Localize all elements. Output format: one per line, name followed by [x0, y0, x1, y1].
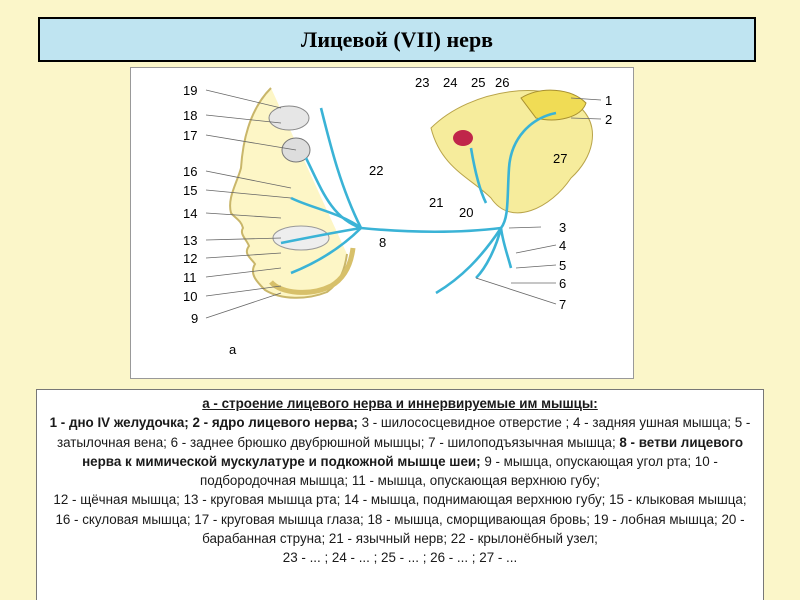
label-20: 20: [459, 205, 474, 220]
label-12: 12: [183, 251, 198, 266]
label-23: 23: [415, 75, 430, 90]
caption-box: [36, 389, 764, 600]
caption-text-1: 3 - шилососцевидное отверстие ; 4 - задняя ушная мышца; 5 - затылочная вена; 6 - заднее брюшко двубрюшной мышцы; 7 - шилоподъязычная мышца;: [56, 415, 751, 450]
caption-paragraph-1: [45, 413, 755, 490]
label-15: 15: [183, 183, 198, 198]
label-9: 9: [191, 311, 199, 326]
label-25: 25: [471, 75, 486, 90]
ganglion: [453, 130, 473, 146]
label-4: 4: [559, 238, 567, 253]
caption-bold-1: 1 - дно IV желудочка; 2 - ядро лицевого нерва;: [49, 415, 358, 431]
label-18: 18: [183, 108, 198, 123]
caption-paragraph-3: 23 - ... ; 24 - ... ; 25 - ... ; 26 - ... ; 27 - ...: [282, 550, 518, 566]
label-8: 8: [379, 235, 387, 250]
label-22: 22: [369, 163, 384, 178]
label-7: 7: [559, 297, 567, 312]
label-5: 5: [559, 258, 567, 273]
label-6: 6: [559, 276, 567, 291]
label-19: 19: [183, 83, 198, 98]
label-17: 17: [183, 128, 198, 143]
caption-heading: а - строение лицевого нерва и иннервируемые им мышцы:: [202, 396, 598, 411]
label-13: 13: [183, 233, 198, 248]
label-11: 11: [183, 270, 197, 285]
label-2: 2: [605, 112, 613, 127]
label-27: 27: [553, 151, 568, 166]
label-24: 24: [443, 75, 458, 90]
forehead-muscle: [269, 106, 309, 130]
label-1: 1: [605, 93, 613, 108]
label-14: 14: [183, 206, 198, 221]
label-10: 10: [183, 289, 198, 304]
caption-paragraph-2: 12 - щёчная мышца; 13 - круговая мышца рта; 14 - мышца, поднимающая верхнюю губу; 15 - клыковая мышца; 16 - скуловая мышца; 17 - круговая мышца глаза; 18 - мышца, сморщивающая бровь; 19 - лобная мышца; 20 - барабанная струна; 21 - язычный нерв; 22 - крылонёбный узел;: [53, 492, 747, 547]
label-3: 3: [559, 220, 567, 235]
caption-bold-2: 8 - ветви лицевого нерва к мимической мускулатуре и подкожной мышце шеи;: [82, 434, 744, 469]
label-26: 26: [495, 75, 510, 90]
title-banner: [38, 17, 756, 62]
label-16: 16: [183, 164, 198, 179]
anatomy-figure: [130, 67, 634, 379]
page-title: Лицевой (VII) нерв: [300, 26, 494, 52]
label-21: 21: [429, 195, 444, 210]
caption-text-2: 9 - мышца, опускающая угол рта; 10 - подбородочная мышца; 11 - мышца, опускающая верхнюю губу;: [200, 453, 718, 489]
panel-label: а: [229, 342, 237, 357]
